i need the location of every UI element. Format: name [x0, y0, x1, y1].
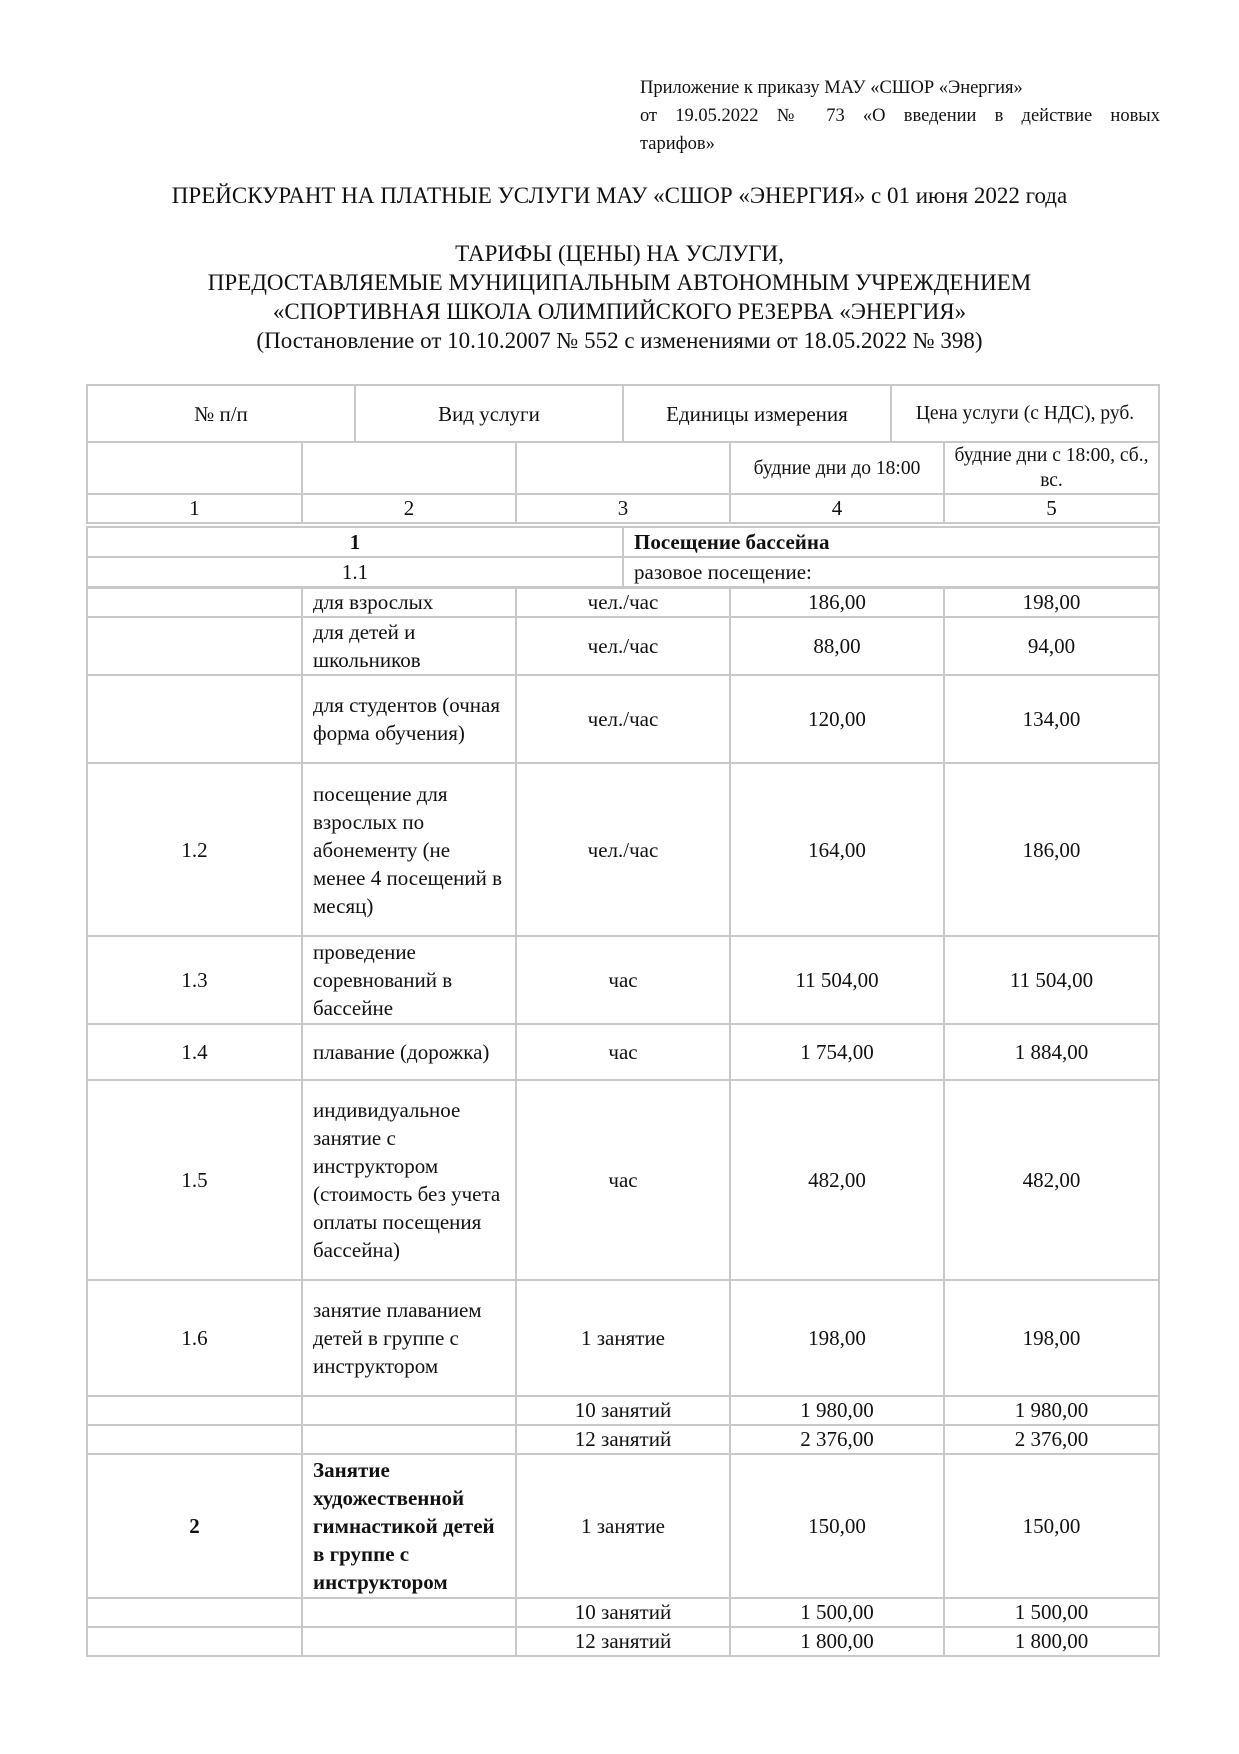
- appendix-line: Приложение к приказу МАУ «СШОР «Энергия»: [640, 78, 1023, 98]
- row-service: [302, 1627, 516, 1656]
- table-row: [87, 763, 1159, 936]
- appendix-line: тарифов»: [640, 134, 715, 154]
- row-price-weekday: 1 980,00: [730, 1396, 944, 1425]
- row-num: 1.4: [87, 1024, 302, 1080]
- row-price-weekday: 1 500,00: [730, 1598, 944, 1627]
- section-title: Посещение бассейна: [623, 527, 1159, 557]
- row-price-weekday: 1 754,00: [730, 1024, 944, 1080]
- page-title: ПРЕЙСКУРАНТ НА ПЛАТНЫЕ УСЛУГИ МАУ «СШОР «ЭНЕРГИЯ» с 01 июня 2022 года: [171, 183, 1068, 208]
- row-service: посещение для взрослых по абонементу (не менее 4 посещений в месяц): [302, 763, 516, 936]
- row-price-weekday: 88,00: [730, 617, 944, 675]
- table-row: [87, 675, 1159, 763]
- row-service: [302, 1598, 516, 1627]
- table-cell: [516, 442, 730, 494]
- row-num: [87, 1396, 302, 1425]
- row-num: [87, 588, 302, 617]
- row-service: индивидуальное занятие с инструктором (стоимость без учета оплаты посещения бассейна): [302, 1080, 516, 1280]
- row-unit: час: [516, 936, 730, 1024]
- row-price-evening: 11 504,00: [944, 936, 1159, 1024]
- row-unit: чел./час: [516, 617, 730, 675]
- row-unit: час: [516, 1024, 730, 1080]
- table-row: [87, 1627, 1159, 1656]
- row-price-evening: 1 500,00: [944, 1598, 1159, 1627]
- row-price-evening: 198,00: [944, 1280, 1159, 1396]
- row-price-weekday: 2 376,00: [730, 1425, 944, 1454]
- row-price-evening: 198,00: [944, 588, 1159, 617]
- row-service: [302, 1425, 516, 1454]
- row-num: 2: [87, 1454, 302, 1598]
- row-service: Занятие художественной гимнастикой детей в группе с инструктором: [302, 1454, 516, 1598]
- row-price-evening: 134,00: [944, 675, 1159, 763]
- subtitle-line: (Постановление от 10.10.2007 № 552 с изменениями от 18.05.2022 № 398): [256, 328, 983, 353]
- row-unit: 12 занятий: [516, 1627, 730, 1656]
- price-table-header: [86, 384, 1160, 443]
- row-price-evening: 1 980,00: [944, 1396, 1159, 1425]
- subheader-evening: будние дни с 18:00, сб., вс.: [944, 442, 1159, 494]
- row-num: [87, 675, 302, 763]
- table-row: [87, 1454, 1159, 1598]
- row-num: [87, 1627, 302, 1656]
- row-unit: час: [516, 1080, 730, 1280]
- subheader-weekday: будние дни до 18:00: [730, 442, 944, 494]
- row-unit: 10 занятий: [516, 1396, 730, 1425]
- table-row: [87, 1425, 1159, 1454]
- table-row: [87, 527, 1159, 557]
- row-price-evening: 150,00: [944, 1454, 1159, 1598]
- row-price-weekday: 120,00: [730, 675, 944, 763]
- row-price-evening: 1 884,00: [944, 1024, 1159, 1080]
- appendix-line: от 19.05.2022 № 73 «О введении в действие новых: [640, 106, 1160, 126]
- table-cell: [302, 442, 516, 494]
- subtitle-line: «СПОРТИВНАЯ ШКОЛА ОЛИМПИЙСКОГО РЕЗЕРВА «ЭНЕРГИЯ»: [272, 299, 967, 324]
- row-num: 1.2: [87, 763, 302, 936]
- row-num: [87, 1425, 302, 1454]
- table-row: [87, 1396, 1159, 1425]
- row-service: плавание (дорожка): [302, 1024, 516, 1080]
- page-subtitle: [0, 239, 1239, 355]
- row-price-weekday: 482,00: [730, 1080, 944, 1280]
- table-row: [87, 936, 1159, 1024]
- table-row: [87, 1280, 1159, 1396]
- row-price-evening: 2 376,00: [944, 1425, 1159, 1454]
- table-row: [87, 557, 1159, 587]
- row-num: 1.6: [87, 1280, 302, 1396]
- row-num: 1.5: [87, 1080, 302, 1280]
- row-num: 1.3: [87, 936, 302, 1024]
- appendix-note: [640, 74, 1160, 158]
- col-number: 5: [944, 494, 1159, 523]
- row-unit: чел./час: [516, 675, 730, 763]
- header-unit: Единицы измерения: [623, 385, 891, 442]
- price-table: [86, 441, 1160, 524]
- row-price-evening: 1 800,00: [944, 1627, 1159, 1656]
- subsection-num: 1.1: [87, 557, 623, 587]
- col-number: 2: [302, 494, 516, 523]
- row-service: проведение соревнований в бассейне: [302, 936, 516, 1024]
- row-num: [87, 617, 302, 675]
- row-unit: чел./час: [516, 588, 730, 617]
- table-row: [87, 1598, 1159, 1627]
- row-price-weekday: 150,00: [730, 1454, 944, 1598]
- subsection-title: разовое посещение:: [623, 557, 1159, 587]
- row-price-weekday: 11 504,00: [730, 936, 944, 1024]
- header-service: Вид услуги: [355, 385, 623, 442]
- table-row: [87, 588, 1159, 617]
- row-num: [87, 1598, 302, 1627]
- row-price-weekday: 164,00: [730, 763, 944, 936]
- col-number: 4: [730, 494, 944, 523]
- row-price-evening: 186,00: [944, 763, 1159, 936]
- row-unit: 10 занятий: [516, 1598, 730, 1627]
- price-rows: [86, 587, 1160, 1657]
- subtitle-line: ТАРИФЫ (ЦЕНЫ) НА УСЛУГИ,: [455, 241, 784, 266]
- col-number: 1: [87, 494, 302, 523]
- section-num: 1: [87, 527, 623, 557]
- row-price-evening: 94,00: [944, 617, 1159, 675]
- row-service: для детей и школьников: [302, 617, 516, 675]
- row-service: для взрослых: [302, 588, 516, 617]
- row-service: занятие плаванием детей в группе с инструктором: [302, 1280, 516, 1396]
- row-unit: 1 занятие: [516, 1280, 730, 1396]
- row-price-weekday: 198,00: [730, 1280, 944, 1396]
- table-cell: [87, 442, 302, 494]
- row-price-weekday: 186,00: [730, 588, 944, 617]
- subtitle-line: ПРЕДОСТАВЛЯЕМЫЕ МУНИЦИПАЛЬНЫМ АВТОНОМНЫМ УЧРЕЖДЕНИЕМ: [207, 270, 1032, 295]
- table-row: [87, 617, 1159, 675]
- header-num: № п/п: [87, 385, 355, 442]
- row-service: [302, 1396, 516, 1425]
- table-row: [87, 1080, 1159, 1280]
- row-unit: чел./час: [516, 763, 730, 936]
- table-row: [87, 442, 1159, 494]
- row-unit: 12 занятий: [516, 1425, 730, 1454]
- row-price-evening: 482,00: [944, 1080, 1159, 1280]
- row-unit: 1 занятие: [516, 1454, 730, 1598]
- row-service: для студентов (очная форма обучения): [302, 675, 516, 763]
- row-price-weekday: 1 800,00: [730, 1627, 944, 1656]
- table-row: [87, 494, 1159, 523]
- header-price: Цена услуги (с НДС), руб.: [891, 385, 1159, 442]
- table-row: [87, 385, 1159, 442]
- table-row: [87, 1024, 1159, 1080]
- section-table: [86, 526, 1160, 588]
- col-number: 3: [516, 494, 730, 523]
